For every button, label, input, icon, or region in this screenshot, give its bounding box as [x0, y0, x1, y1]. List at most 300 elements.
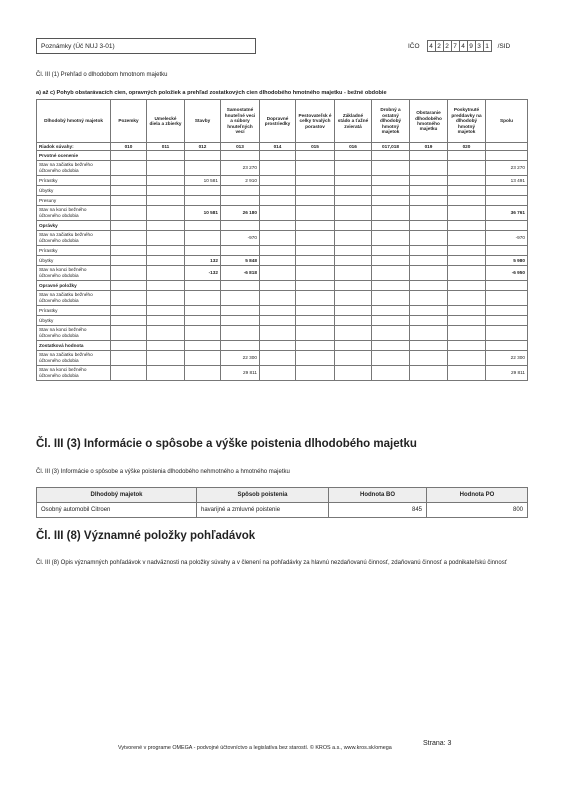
- value-stavby: 132: [185, 256, 221, 266]
- table-cell: [486, 281, 528, 291]
- table-cell: [185, 281, 221, 291]
- table-cell: [147, 151, 185, 161]
- table-cell: [296, 291, 335, 306]
- value-stavby: [185, 351, 221, 366]
- table-cell: [372, 246, 410, 256]
- table-cell: [448, 246, 486, 256]
- category-label: Zostatková hodnota: [37, 341, 111, 351]
- table-cell: [372, 256, 410, 266]
- table-cell: [147, 266, 185, 281]
- ico-digit: 2: [435, 40, 444, 52]
- category-label: Prvotné ocenenie: [37, 151, 111, 161]
- table-cell: [448, 256, 486, 266]
- table-cell: [111, 326, 147, 341]
- table-row: [37, 196, 528, 206]
- table-cell: [260, 221, 296, 231]
- table-cell: [486, 341, 528, 351]
- value-stavby: [185, 366, 221, 381]
- table-row: [37, 341, 528, 351]
- table-cell: [147, 221, 185, 231]
- table-cell: [372, 366, 410, 381]
- table-row: [37, 186, 528, 196]
- table-cell: [221, 221, 260, 231]
- table-cell: [147, 256, 185, 266]
- row-label: Stav na začiatku bežného účtovného obdobia: [37, 161, 111, 176]
- table-cell: [372, 206, 410, 221]
- table-cell: [111, 341, 147, 351]
- value-veci: -6 818: [221, 266, 260, 281]
- table-cell: [260, 256, 296, 266]
- table-cell: [111, 316, 147, 326]
- row-label: Stav na konci bežného účtovného obdobia: [37, 266, 111, 281]
- table-cell: [335, 291, 372, 306]
- table-cell: [448, 341, 486, 351]
- row-label: Úbytky: [37, 316, 111, 326]
- table-cell: [185, 151, 221, 161]
- table-cell: [296, 316, 335, 326]
- table-cell: [372, 196, 410, 206]
- value-veci: [221, 291, 260, 306]
- notes-field: Poznámky (Úč NUJ 3-01): [36, 38, 256, 54]
- sid-label: /SID: [497, 42, 511, 50]
- table-cell: [448, 281, 486, 291]
- table-cell: [260, 266, 296, 281]
- table-cell: [410, 161, 448, 176]
- page-number: Strana: 3: [423, 740, 452, 747]
- table-cell: [335, 306, 372, 316]
- row-code: 013: [221, 143, 260, 151]
- table-cell: [335, 221, 372, 231]
- row-label: Úbytky: [37, 186, 111, 196]
- table-cell: [410, 316, 448, 326]
- table-cell: [335, 256, 372, 266]
- table-cell: [335, 196, 372, 206]
- table-cell: [448, 186, 486, 196]
- table-cell: [410, 281, 448, 291]
- table-cell: [111, 246, 147, 256]
- value-spolu: [486, 316, 528, 326]
- value-spolu: [486, 306, 528, 316]
- table-cell: [410, 246, 448, 256]
- table-cell: [147, 231, 185, 246]
- table-cell: [111, 186, 147, 196]
- table-cell: [147, 366, 185, 381]
- table-cell: [111, 231, 147, 246]
- table-cell: [111, 176, 147, 186]
- value-stavby: [185, 196, 221, 206]
- table-cell: [147, 351, 185, 366]
- section1-title: Čl. III (1) Prehľad o dlhodobom hmotnom majetku: [36, 72, 168, 78]
- value-stavby: [185, 231, 221, 246]
- table-cell: [410, 256, 448, 266]
- table-cell: [372, 221, 410, 231]
- value-spolu: 5 980: [486, 256, 528, 266]
- table-cell: [335, 266, 372, 281]
- column-header: Pozemky: [111, 100, 147, 143]
- value-stavby: [185, 326, 221, 341]
- ico-digit: 1: [483, 40, 492, 52]
- row-code: 014: [260, 143, 296, 151]
- table-cell: [260, 231, 296, 246]
- table-row: [37, 161, 528, 176]
- footer-text: Vytvorené v programe OMEGA - podvojné účtovníctvo a legislatíva bez starostí. © KROS a.s., www.kros.sk/omega: [118, 745, 392, 751]
- table-cell: [448, 326, 486, 341]
- table-body: [37, 151, 528, 381]
- value-veci: [221, 186, 260, 196]
- table-cell: [448, 266, 486, 281]
- table-cell: [147, 281, 185, 291]
- table-cell: [410, 341, 448, 351]
- value-veci: 26 180: [221, 206, 260, 221]
- table-cell: [410, 326, 448, 341]
- table-cell: [296, 176, 335, 186]
- table-cell: [147, 341, 185, 351]
- insurance-header-po: Hodnota PO: [427, 488, 528, 503]
- row-code: 015: [296, 143, 335, 151]
- ico-digit: 4: [427, 40, 436, 52]
- table-cell: [372, 316, 410, 326]
- table-cell: [260, 196, 296, 206]
- table-cell: [147, 326, 185, 341]
- table-cell: [410, 306, 448, 316]
- value-stavby: [185, 291, 221, 306]
- table-cell: [260, 176, 296, 186]
- row-label: Stav na konci bežného účtovného obdobia: [37, 206, 111, 221]
- table-cell: [260, 281, 296, 291]
- table-cell: [335, 351, 372, 366]
- value-spolu: [486, 196, 528, 206]
- column-header: Umelecké diela a zbierky: [147, 100, 185, 143]
- table-cell: [410, 351, 448, 366]
- table-cell: [448, 161, 486, 176]
- value-veci: -970: [221, 231, 260, 246]
- row-code: 019: [410, 143, 448, 151]
- table-row: [37, 231, 528, 246]
- insurance-asset: Osobný automobil Citroen: [37, 503, 197, 518]
- table-cell: [372, 231, 410, 246]
- insurance-value-bo: 845: [329, 503, 427, 518]
- section1-subtitle: a) až c) Pohyb obstarávacích cien, opravných položiek a prehľad zostatkových cien dlhodobého hmotného majetku - bežné obdobie: [36, 90, 387, 96]
- value-stavby: [185, 316, 221, 326]
- table-cell: [372, 186, 410, 196]
- table-cell: [410, 176, 448, 186]
- table-row: [37, 151, 528, 161]
- table-cell: [296, 281, 335, 291]
- value-veci: [221, 306, 260, 316]
- table-cell: [260, 316, 296, 326]
- table-cell: [147, 316, 185, 326]
- table-cell: [448, 231, 486, 246]
- table-cell: [296, 366, 335, 381]
- insurance-header-bo: Hodnota BO: [329, 488, 427, 503]
- value-stavby: -132: [185, 266, 221, 281]
- table-row: [37, 366, 528, 381]
- table-cell: [410, 206, 448, 221]
- table-cell: [335, 161, 372, 176]
- table-code-row: [37, 143, 528, 151]
- table-cell: [260, 161, 296, 176]
- row-code: 017,018: [372, 143, 410, 151]
- section8-description: Čl. III (8) Opis významných pohľadávok v nadväznosti na položky súvahy a v členení na pohľadávky za hlavnú nezdaňovanú činnosť, zdaňovanú činnosť a podnikateľskú činnosť: [36, 560, 507, 566]
- table-cell: [335, 186, 372, 196]
- value-veci: 2 910: [221, 176, 260, 186]
- table-cell: [486, 151, 528, 161]
- section8-title: Čl. III (8) Významné položky pohľadávok: [36, 530, 256, 542]
- value-stavby: 10 581: [185, 176, 221, 186]
- table-cell: [147, 176, 185, 186]
- table-cell: [448, 206, 486, 221]
- table-cell: [296, 186, 335, 196]
- table-cell: [410, 151, 448, 161]
- table-cell: [147, 186, 185, 196]
- column-header: Poskytnuté preddavky na dlhodobý hmotný majetok: [448, 100, 486, 143]
- value-spolu: 23 270: [486, 161, 528, 176]
- insurance-row: [37, 503, 528, 518]
- table-row: [37, 266, 528, 281]
- row-code: Riadok súvahy:: [37, 143, 111, 151]
- value-stavby: [185, 246, 221, 256]
- value-spolu: 36 761: [486, 206, 528, 221]
- table-cell: [221, 281, 260, 291]
- table-cell: [296, 221, 335, 231]
- row-label: Prírastky: [37, 306, 111, 316]
- table-cell: [111, 281, 147, 291]
- table-cell: [296, 306, 335, 316]
- value-spolu: 29 811: [486, 366, 528, 381]
- table-row: [37, 176, 528, 186]
- table-cell: [448, 291, 486, 306]
- table-cell: [296, 151, 335, 161]
- row-label: Stav na začiatku bežného účtovného obdobia: [37, 351, 111, 366]
- table-cell: [221, 151, 260, 161]
- value-stavby: 10 581: [185, 206, 221, 221]
- ico-digit: 7: [451, 40, 460, 52]
- table-row: [37, 326, 528, 341]
- row-label: Prírastky: [37, 246, 111, 256]
- table-cell: [448, 196, 486, 206]
- table-cell: [147, 161, 185, 176]
- insurance-table: [36, 487, 528, 518]
- table-row: [37, 291, 528, 306]
- table-cell: [410, 291, 448, 306]
- category-label: Oprávky: [37, 221, 111, 231]
- column-header: Dopravné prostriedky: [260, 100, 296, 143]
- insurance-header-row: [37, 488, 528, 503]
- row-code: 010: [111, 143, 147, 151]
- column-header: Dlhodobý hmotný majetok: [37, 100, 111, 143]
- row-label: Stav na začiatku bežného účtovného obdobia: [37, 291, 111, 306]
- value-veci: 5 848: [221, 256, 260, 266]
- table-cell: [185, 341, 221, 351]
- table-cell: [448, 316, 486, 326]
- table-cell: [260, 291, 296, 306]
- table-cell: [111, 366, 147, 381]
- section3-title: Čl. III (3) Informácie o spôsobe a výške poistenia dlhodobého majetku: [36, 438, 417, 450]
- table-cell: [296, 266, 335, 281]
- category-label: Opravné položky: [37, 281, 111, 291]
- table-cell: [335, 246, 372, 256]
- value-spolu: [486, 246, 528, 256]
- value-stavby: [185, 186, 221, 196]
- value-stavby: [185, 306, 221, 316]
- table-cell: [410, 221, 448, 231]
- fixed-assets-table: [36, 99, 528, 381]
- ico-digit: 9: [467, 40, 476, 52]
- table-cell: [260, 326, 296, 341]
- table-row: [37, 206, 528, 221]
- table-row: [37, 281, 528, 291]
- table-cell: [335, 341, 372, 351]
- row-code: [486, 143, 528, 151]
- value-veci: 22 300: [221, 351, 260, 366]
- table-cell: [296, 351, 335, 366]
- column-header: Samostatné hnuteľné veci a súbory hnuteľných vecí: [221, 100, 260, 143]
- ico-box: [408, 40, 510, 52]
- ico-digit: 4: [459, 40, 468, 52]
- value-spolu: [486, 291, 528, 306]
- table-cell: [372, 341, 410, 351]
- table-cell: [372, 176, 410, 186]
- table-cell: [335, 281, 372, 291]
- value-veci: [221, 316, 260, 326]
- value-veci: 23 270: [221, 161, 260, 176]
- value-spolu: -970: [486, 231, 528, 246]
- table-row: [37, 306, 528, 316]
- column-header: Pestovateľsk é celky trvalých porastov: [296, 100, 335, 143]
- table-cell: [111, 266, 147, 281]
- table-cell: [448, 306, 486, 316]
- table-cell: [260, 151, 296, 161]
- table-cell: [296, 196, 335, 206]
- table-cell: [448, 221, 486, 231]
- table-cell: [260, 186, 296, 196]
- value-veci: [221, 196, 260, 206]
- table-cell: [335, 206, 372, 221]
- insurance-header-method: Spôsob poistenia: [197, 488, 329, 503]
- table-row: [37, 316, 528, 326]
- table-cell: [147, 206, 185, 221]
- table-cell: [296, 206, 335, 221]
- value-spolu: -6 950: [486, 266, 528, 281]
- table-cell: [410, 266, 448, 281]
- row-label: Stav na začiatku bežného účtovného obdobia: [37, 231, 111, 246]
- table-cell: [260, 341, 296, 351]
- insurance-value-po: 800: [427, 503, 528, 518]
- value-spolu: 22 300: [486, 351, 528, 366]
- table-row: [37, 351, 528, 366]
- table-cell: [335, 326, 372, 341]
- row-code: 020: [448, 143, 486, 151]
- ico-digits: [428, 40, 492, 52]
- table-cell: [111, 256, 147, 266]
- table-cell: [335, 316, 372, 326]
- table-cell: [448, 176, 486, 186]
- table-cell: [260, 246, 296, 256]
- table-cell: [111, 306, 147, 316]
- column-header: Spolu: [486, 100, 528, 143]
- ico-digit: 2: [443, 40, 452, 52]
- value-veci: [221, 326, 260, 341]
- table-row: [37, 221, 528, 231]
- table-cell: [410, 186, 448, 196]
- table-cell: [296, 341, 335, 351]
- value-spolu: [486, 326, 528, 341]
- table-cell: [335, 366, 372, 381]
- row-code: 016: [335, 143, 372, 151]
- column-header: Obstaranie dlhodobého hmotného majetku: [410, 100, 448, 143]
- table-row: [37, 246, 528, 256]
- ico-digit: 3: [475, 40, 484, 52]
- row-label: Úbytky: [37, 256, 111, 266]
- table-cell: [372, 326, 410, 341]
- table-cell: [111, 221, 147, 231]
- table-cell: [147, 196, 185, 206]
- table-cell: [448, 151, 486, 161]
- table-cell: [147, 291, 185, 306]
- table-cell: [448, 351, 486, 366]
- table-cell: [372, 351, 410, 366]
- insurance-header-asset: Dlhodobý majetok: [37, 488, 197, 503]
- section3-subtitle: Čl. III (3) Informácie o spôsobe a výške poistenia dlhodobého nehmotného a hmotného majetku: [36, 469, 290, 475]
- row-label: Presuny: [37, 196, 111, 206]
- ico-label: IČO: [408, 42, 420, 50]
- table-cell: [410, 196, 448, 206]
- value-spolu: [486, 186, 528, 196]
- table-cell: [372, 291, 410, 306]
- table-cell: [111, 291, 147, 306]
- column-header: Drobný a ostatný dlhodobý hmotný majetok: [372, 100, 410, 143]
- table-cell: [296, 246, 335, 256]
- value-veci: [221, 246, 260, 256]
- table-cell: [335, 231, 372, 246]
- table-header-row: [37, 100, 528, 143]
- table-cell: [448, 366, 486, 381]
- value-spolu: 13 491: [486, 176, 528, 186]
- table-cell: [335, 151, 372, 161]
- table-cell: [296, 161, 335, 176]
- value-veci: 29 811: [221, 366, 260, 381]
- table-cell: [296, 326, 335, 341]
- column-header: Stavby: [185, 100, 221, 143]
- table-cell: [111, 161, 147, 176]
- table-cell: [111, 151, 147, 161]
- row-label: Stav na konci bežného účtovného obdobia: [37, 326, 111, 341]
- value-stavby: [185, 161, 221, 176]
- row-label: Stav na konci bežného účtovného obdobia: [37, 366, 111, 381]
- table-cell: [147, 246, 185, 256]
- table-cell: [147, 306, 185, 316]
- table-cell: [486, 221, 528, 231]
- table-cell: [260, 351, 296, 366]
- table-cell: [260, 366, 296, 381]
- table-cell: [221, 341, 260, 351]
- insurance-method: havarijné a zmluvné poistenie: [197, 503, 329, 518]
- table-cell: [372, 161, 410, 176]
- column-header: Základné stádo a ťažné zvieratá: [335, 100, 372, 143]
- table-cell: [185, 221, 221, 231]
- table-cell: [296, 256, 335, 266]
- table-cell: [410, 231, 448, 246]
- table-cell: [111, 351, 147, 366]
- table-cell: [372, 306, 410, 316]
- row-label: Prírastky: [37, 176, 111, 186]
- row-code: 011: [147, 143, 185, 151]
- table-cell: [410, 366, 448, 381]
- table-cell: [335, 176, 372, 186]
- table-cell: [260, 306, 296, 316]
- table-row: [37, 256, 528, 266]
- table-cell: [296, 231, 335, 246]
